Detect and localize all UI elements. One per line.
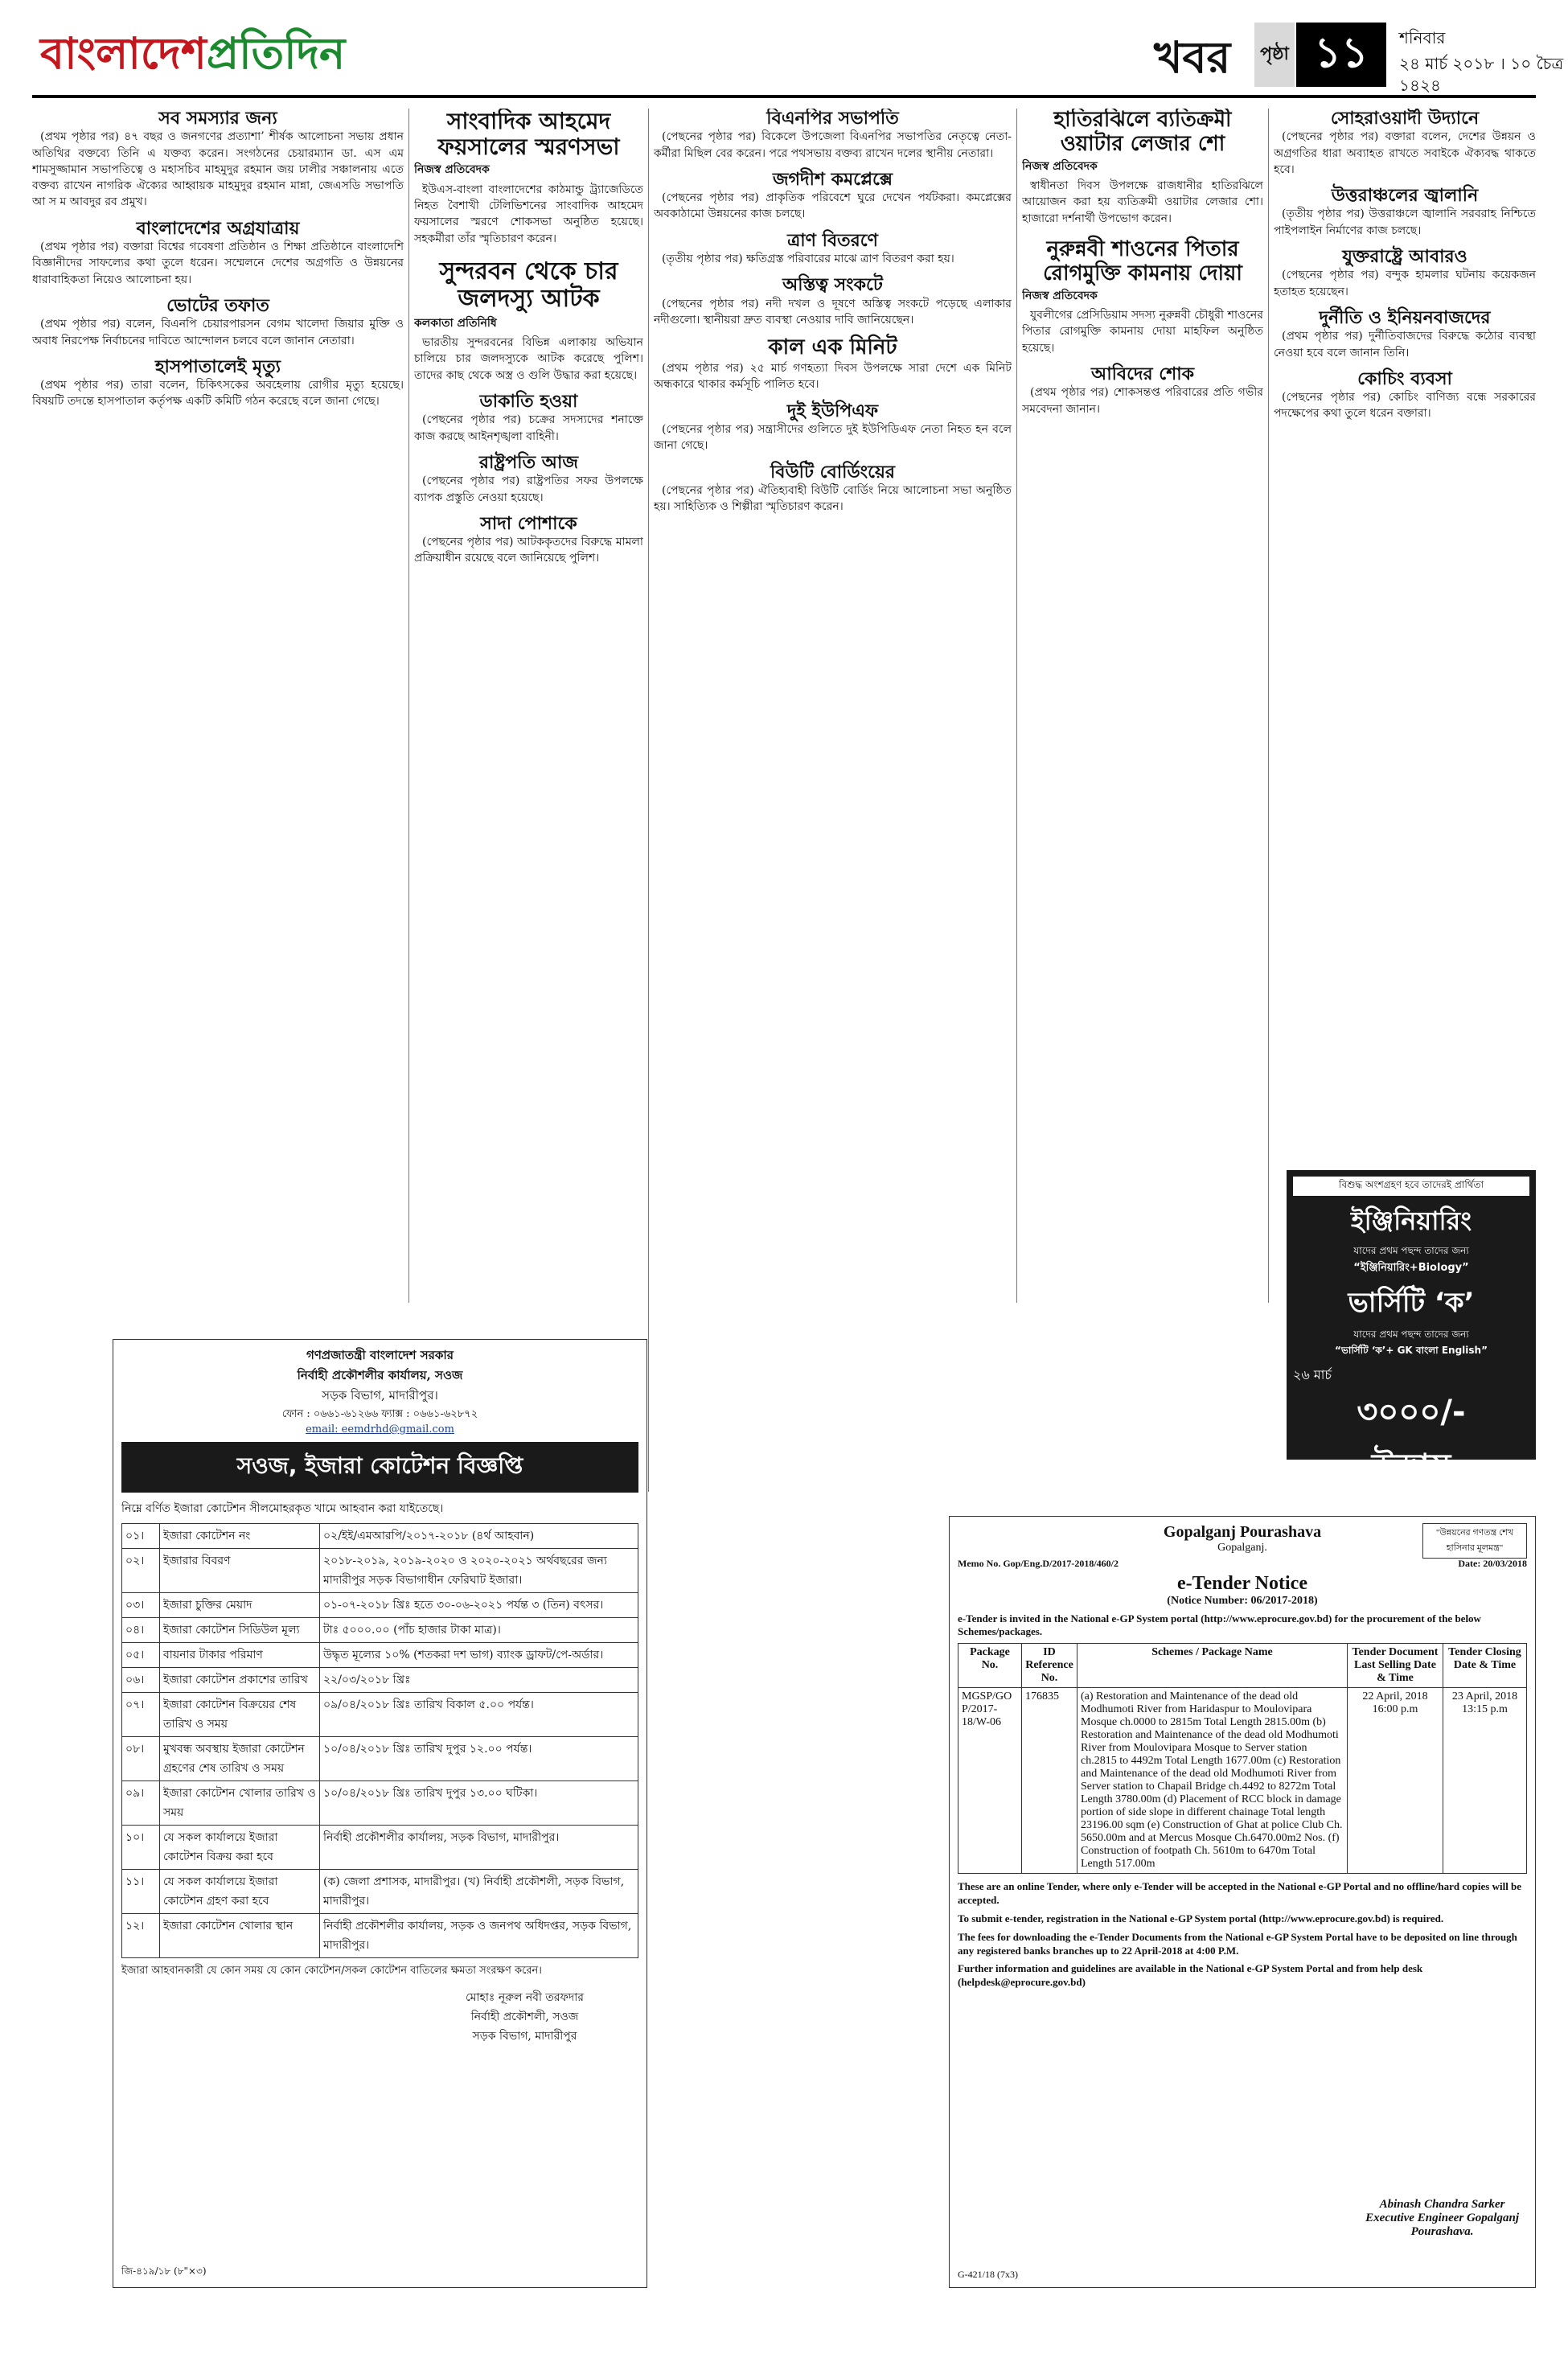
headline: রাষ্ট্রপতি আজ xyxy=(478,452,579,473)
signer-office: Pourashava. xyxy=(1410,2225,1474,2238)
etender-signature xyxy=(1365,2198,1519,2239)
row-number: ০৫। xyxy=(122,1643,160,1668)
etender-table xyxy=(958,1643,1527,1874)
headline: কোচিং ব্যবসা xyxy=(1357,368,1452,389)
signer-title: Executive Engineer Gopalganj xyxy=(1365,2212,1519,2224)
closing-date: 23 April, 2018 13:15 p.m xyxy=(1443,1688,1527,1874)
ad-text: “ইঞ্জিনিয়ারিং+Biology” xyxy=(1353,1262,1469,1274)
tender-intro: নিম্নে বর্ণিত ইজারা কোটেশন সীলমোহরকৃত খামে আহবান করা যাইতেছে। xyxy=(121,1502,444,1515)
row-value: নির্বাহী প্রকৌশলীর কার্যালয়, সড়ক বিভাগ, মাদারীপুর। xyxy=(320,1826,638,1870)
tender-row xyxy=(122,1549,638,1593)
etender-header-cell: ID Reference No. xyxy=(1022,1644,1077,1688)
etender-note: Further information and guidelines are available in the National e-GP System Portal and from help desk (helpdesk@eprocure.gov.bd) xyxy=(958,1962,1423,1989)
newspaper-logo: বাংলাদেশপ্রতিদিন xyxy=(40,28,346,79)
ad-text: যাদের প্রথম পছন্দ তাদের জন্য xyxy=(1353,1245,1469,1256)
ad-brand: উদ্ভাস xyxy=(1371,1448,1451,1485)
article-text: (পেছনের পৃষ্ঠার পর) চক্রের সদস্যদের শনাক্তে কাজ করছে আইনশৃঙ্খলা বাহিনী। xyxy=(414,413,643,443)
etender-notice xyxy=(949,1516,1536,2288)
article-text: যুবলীগের প্রেসিডিয়াম সদস্য নুরুন্নবী চৌধুরী শাওনের পিতার রোগমুক্তি কামনায় দোয়া মাহফিল অনুষ্ঠিত হয়েছে। xyxy=(1022,309,1263,355)
row-label: যে সকল কার্যালয়ে ইজারা কোটেশন গ্রহণ করা হবে xyxy=(160,1870,320,1914)
etender-date: Date: 20/03/2018 xyxy=(1458,1558,1527,1569)
tender-division: সড়ক বিভাগ, মাদারীপুর। xyxy=(322,1388,438,1403)
row-value: ২০১৮-২০১৯, ২০১৯-২০২০ ও ২০২০-২০২১ অর্থবছরের জন্য মাদারীপুর সড়ক বিভাগাধীন ফেরিঘাট ইজারা। xyxy=(320,1549,638,1593)
ad-engineering: ইঞ্জিনিয়ারিং xyxy=(1350,1205,1472,1236)
etender-number: (Notice Number: 06/2017-2018) xyxy=(1167,1595,1318,1607)
row-label: ইজারা কোটেশন সিডিউল মূল্য xyxy=(160,1618,320,1643)
column-divider xyxy=(1268,109,1269,1303)
ad-top-line: বিশুদ্ধ অংশগ্রহণ হবে তাদেরই প্রার্থিতা xyxy=(1293,1177,1529,1196)
row-number: ০৩। xyxy=(122,1593,160,1618)
etender-sub: Gopalganj. xyxy=(1217,1542,1267,1554)
row-number: ১২। xyxy=(122,1914,160,1958)
tender-email[interactable]: email: eemdrhd@gmail.com xyxy=(306,1423,454,1435)
ad-date: ২৬ মার্চ xyxy=(1293,1367,1332,1382)
signer-name: মোহাঃ নূরুল নবী তরফদার xyxy=(466,1991,584,2004)
tender-row xyxy=(122,1618,638,1643)
tender-row xyxy=(122,1693,638,1737)
tender-row xyxy=(122,1737,638,1781)
article-text: (পেছনের পৃষ্ঠার পর) সন্ত্রাসীদের গুলিতে দুই ইউপিডিএফ নেতা নিহত হন বলে জানা গেছে। xyxy=(654,423,1012,453)
row-value: টাঃ ৫০০০.০০ (পাঁচ হাজার টাকা মাত্র)। xyxy=(320,1618,638,1643)
column-5 xyxy=(1274,109,1536,1154)
etender-note: These are an online Tender, where only e-Tender will be accepted in the National e-GP Portal and no offline/hard copies will be accepted. xyxy=(958,1880,1522,1906)
page-label: পৃষ্ঠা xyxy=(1254,23,1295,87)
row-number: ০৪। xyxy=(122,1618,160,1643)
headline: বিউটি বোর্ডিংয়ের xyxy=(770,462,896,483)
article-text: (প্রথম পৃষ্ঠার পর) শোকসন্তপ্ত পরিবারের প্রতি গভীর সমবেদনা জানান। xyxy=(1022,386,1263,416)
row-value: ০১-০৭-২০১৮ খ্রিঃ হতে ৩০-০৬-২০২১ পর্যন্ত ৩ (তিন) বৎসর। xyxy=(320,1593,638,1618)
tender-row xyxy=(122,1914,638,1958)
row-number: ০৭। xyxy=(122,1693,160,1737)
article-text: ইউএস-বাংলা বাংলাদেশের কাঠমান্ডু ট্র্যাজেডিতে নিহত বৈশাখী টেলিভিশনের সাংবাদিক আহমেদ ফয়সালের স্মরণে শোকসভা অনুষ্ঠিত হয়েছে। সহকর্মীরা তাঁর স্মৃতিচারণ করেন। xyxy=(414,183,643,245)
headline: দুর্নীতি ও ইনিয়নবাজদের xyxy=(1319,307,1491,328)
byline: নিজস্ব প্রতিবেদক xyxy=(414,163,490,177)
row-number: ১০। xyxy=(122,1826,160,1870)
article-text: (পেছনের পৃষ্ঠার পর) বিকেলে উপজেলা বিএনপির সভাপতির নেতৃত্বে নেতা-কর্মীরা মিছিল বের করেন। পরে পথসভায় বক্তব্য রাখেন দলের স্থানীয় নেতারা। xyxy=(654,130,1012,160)
headline: জগদীশ কমপ্লেক্সে xyxy=(772,169,893,190)
etender-header-cell: Tender Closing Date & Time xyxy=(1443,1644,1527,1688)
article-text: (প্রথম পৃষ্ঠার পর) বলেন, বিএনপি চেয়ারপারসন বেগম খালেদা জিয়ার মুক্তি ও অবাধ নিরপেক্ষ নির্বাচনের দাবিতে আন্দোলন চলবে বলে জানান নেতারা। xyxy=(32,318,404,347)
column-1 xyxy=(32,109,404,1303)
ad-text: যাদের প্রথম পছন্দ তাদের জন্য xyxy=(1353,1329,1469,1340)
headline: ডাকাতি হওয়া xyxy=(479,392,578,413)
row-value: উদ্ধৃত মূল্যের ১০% (শতকরা দশ ভাগ) ব্যাংক ড্রাফট/পে-অর্ডার। xyxy=(320,1643,638,1668)
column-divider xyxy=(1016,109,1017,1303)
column-2 xyxy=(414,109,643,1303)
package-no: MGSP/GO P/2017-18/W-06 xyxy=(958,1688,1022,1874)
signer-title: নির্বাহী প্রকৌশলী, সওজ xyxy=(470,2011,579,2023)
page-number: ১১ xyxy=(1296,23,1386,87)
column-divider xyxy=(408,109,409,1303)
tender-org: গণপ্রজাতন্ত্রী বাংলাদেশ সরকার xyxy=(306,1348,454,1362)
tender-row xyxy=(122,1593,638,1618)
row-value: নির্বাহী প্রকৌশলীর কার্যালয়, সড়ক ও জনপথ অধিদপ্তর, সড়ক বিভাগ, মাদারীপুর। xyxy=(320,1914,638,1958)
article-text: (প্রথম পৃষ্ঠার পর) ২৫ মার্চ গণহত্যা দিবস উপলক্ষে সারা দেশে এক মিনিট অন্ধকারে থাকার কর্মসূচি পালিত হবে। xyxy=(654,362,1012,392)
row-number: ০২। xyxy=(122,1549,160,1593)
article-text: (পেছনের পৃষ্ঠার পর) নদী দখল ও দূষণে অস্তিত্ব সংকটে পড়েছে এলাকার নদীগুলো। স্থানীয়রা দ্রুত ব্যবস্থা নেওয়ার দাবি জানিয়েছেন। xyxy=(654,297,1012,327)
tender-row xyxy=(122,1781,638,1826)
tender-row xyxy=(122,1826,638,1870)
headline: ভোটের তফাত xyxy=(166,295,269,316)
dateline: ২৪ মার্চ ২০১৮ । ১০ চৈত্র ১৪২৪ xyxy=(1399,54,1564,95)
article-text: (পেছনের পৃষ্ঠার পর) বন্দুক হামলার ঘটনায় কয়েকজন হতাহত হয়েছেন। xyxy=(1274,269,1536,298)
etender-title: e-Tender Notice xyxy=(1177,1573,1307,1594)
etender-header-cell: Package No. xyxy=(958,1644,1022,1688)
etender-memo: Memo No. Gop/Eng.D/2017-2018/460/2 xyxy=(958,1558,1119,1569)
tender-signature xyxy=(411,1988,638,2046)
column-4 xyxy=(1022,109,1263,1303)
article-text: (প্রথম পৃষ্ঠার পর) বক্তারা বিশ্বের গবেষণা প্রতিষ্ঠান ও শিক্ষা প্রতিষ্ঠানে বাংলাদেশি বিজ্ঞানীদের সাফল্যের কথা তুলে ধরেন। সম্মেলনে দেশের অগ্রগতি ও উন্নয়নের ধারাবাহিকতা নিয়েও আলোচনা হয়। xyxy=(32,240,404,286)
byline: নিজস্ব প্রতিবেদক xyxy=(1022,159,1098,173)
row-value: ১০/০৪/২০১৮ খ্রিঃ তারিখ দুপুর ১৩.০০ ঘটিকা। xyxy=(320,1781,638,1826)
row-number: ০১। xyxy=(122,1524,160,1549)
tender-footer: ইজারা আহবানকারী যে কোন সময় যে কোন কোটেশন/সকল কোটেশন বাতিলের ক্ষমতা সংরক্ষণ করেন। xyxy=(121,1965,542,1977)
headline: সুন্দরবন থেকে চার জলদস্যু আটক xyxy=(439,257,618,314)
row-value: (ক) জেলা প্রশাসক, মাদারীপুর। (খ) নির্বাহী প্রকৌশলী, সড়ক বিভাগ, মাদারীপুর। xyxy=(320,1870,638,1914)
row-label: ইজারা কোটেশন বিক্রয়ের শেষ তারিখ ও সময় xyxy=(160,1693,320,1737)
row-label: ইজারা চুক্তির মেয়াদ xyxy=(160,1593,320,1618)
tender-header xyxy=(121,1346,638,1435)
section-title: খবর xyxy=(1154,32,1231,83)
article-text: (পেছনের পৃষ্ঠার পর) ঐতিহ্যবাহী বিউটি বোর্ডিং নিয়ে আলোচনা সভা অনুষ্ঠিত হয়। সাহিত্যিক ও শিল্পীরা স্মৃতিচারণ করেন। xyxy=(654,483,1012,514)
article-text: (পেছনের পৃষ্ঠার পর) প্রাকৃতিক পরিবেশে ঘুরে দেখেন পর্যটকরা। কমপ্লেক্সের অবকাঠামো উন্নয়নের কাজ চলছে। xyxy=(654,191,1012,221)
headline: সাংবাদিক আহমেদ ফয়সালের স্মরণসভা xyxy=(437,109,620,161)
article-text: ভারতীয় সুন্দরবনের বিভিন্ন এলাকায় অভিযান চালিয়ে চার জলদস্যুকে আটক করেছে পুলিশ। তাদের কাছ থেকে অস্ত্র ও গুলি উদ্ধার করা হয়েছে। xyxy=(414,336,643,382)
tender-phone: ফোন : ০৬৬১-৬১২৬৬ ফ্যাক্স : ০৬৬১-৬২৮৭২ xyxy=(281,1408,478,1420)
headline: বাংলাদেশের অগ্রযাত্রায় xyxy=(136,218,300,239)
masthead-rule xyxy=(32,95,1536,98)
headline: যুক্তরাষ্ট্রে আবারও xyxy=(1342,247,1467,268)
headline: দুই ইউপিএফ xyxy=(786,400,879,421)
ad-phone: ০১৭১৩২৩৬৭৭০, ০১৭১৩২৩৬৭৮০ xyxy=(1332,1499,1490,1511)
article-text: স্বাধীনতা দিবস উপলক্ষে রাজধানীর হাতিরঝিলে আয়োজন করা হয় ব্যতিক্রমী ওয়াটার লেজার শো। হাজারো দর্শনার্থী উপভোগ করেন। xyxy=(1022,179,1263,225)
headline: নুরুন্নবী শাওনের পিতার রোগমুক্তি কামনায় দোয়া xyxy=(1043,236,1242,285)
etender-slogan: "উন্নয়নের গণতন্ত্র শেখ হাসিনার মূলমন্ত্র" xyxy=(1422,1523,1527,1559)
row-label: ইজারা কোটেশন নং xyxy=(160,1524,320,1549)
article-text: (প্রথম পৃষ্ঠার পর) দুর্নীতিবাজদের বিরুদ্ধে কঠোর ব্যবস্থা নেওয়া হবে বলে জানান তিনি। xyxy=(1274,330,1536,359)
row-label: বায়নার টাকার পরিমাণ xyxy=(160,1643,320,1668)
tender-row xyxy=(122,1524,638,1549)
ad-varsity: ভার্সিটি ‘ক’ xyxy=(1348,1287,1475,1319)
headline: সব সমস্যার জন্য xyxy=(158,109,277,129)
row-value: ১০/০৪/২০১৮ খ্রিঃ তারিখ দুপুর ১২.০০ পর্যন্ত। xyxy=(320,1737,638,1781)
headline: সোহরাওয়ার্দী উদ্যানে xyxy=(1330,109,1480,129)
column-divider xyxy=(648,109,649,1492)
row-value: ০৯/০৪/২০১৮ খ্রিঃ তারিখ বিকাল ৫.০০ পর্যন্ত। xyxy=(320,1693,638,1737)
row-number: ১১। xyxy=(122,1870,160,1914)
tender-title: সওজ, ইজারা কোটেশন বিজ্ঞপ্তি xyxy=(121,1442,638,1493)
row-label: ইজারা কোটেশন খোলার স্থান xyxy=(160,1914,320,1958)
article-text: (পেছনের পৃষ্ঠার পর) আটককৃতদের বিরুদ্ধে মামলা প্রক্রিয়াধীন রয়েছে বলে জানিয়েছে পুলিশ। xyxy=(414,536,643,565)
tender-notice-bn xyxy=(113,1339,647,2288)
row-number: ০৯। xyxy=(122,1781,160,1826)
tender-row xyxy=(122,1643,638,1668)
headline: সাদা পোশাকে xyxy=(480,513,577,534)
tender-row xyxy=(122,1668,638,1693)
etender-note: To submit e-tender, registration in the National e-GP System portal (http://www.eprocure.gov.bd) is required. xyxy=(958,1912,1444,1924)
article-text: (প্রথম পৃষ্ঠার পর) ৪৭ বছর ও জনগণের প্রত্যাশা’ শীর্ষক আলোচনা সভায় প্রধান অতিথির বক্তব্যে তিনি এ যক্তব্য করেন। সংগঠনের চেয়ারম্যান ডা. এস এম শামসুজ্জামান সভাপতিত্বে ও মহাসচিব মাহমুদুর রহমান জয় ঢালীর সঞ্চালনায় এতে বক্তব্য রাখেন নাগরিক ঐক্যের আহ্বায়ক মাহমুদুর রহমান মান্না, জেএসডি সভাপতি আ স ম আবদুর রব প্রমুখ। xyxy=(32,130,404,209)
byline: কলকাতা প্রতিনিধি xyxy=(414,316,497,330)
row-label: ইজারা কোটেশন প্রকাশের তারিখ xyxy=(160,1668,320,1693)
etender-notes xyxy=(958,1880,1527,1990)
tender-ref: জি-৪১৯/১৮ (৮"×৩) xyxy=(121,2265,207,2277)
scheme-name: (a) Restoration and Maintenance of the dead old Modhumoti River from Haridaspur to Moulovipara Mosque ch.0000 to 2815m Total Length 2815.00m (b) Restoration and Maintenance of the dead old Modhumoti River from Moulovipara Mosque to Server station ch.2815 to 4492m Total Length 1677.00m (c) Restoration and Maintenance of the dead old Modhumoti River from Server station to Chapail Bridge ch.4492 to 8272m Total Length 3780.00m (d) Placement of RCC block in damage portion of side slope in different chainage Total length 23196.00 sqm (e) Construction of Ghat at police Club Ch. 5650.00m and at Mercus Mosque Ch.6470.00m2 Nos. (f) Construction of footpath Ch. 5610m to 6470m Total Length 517.00m xyxy=(1077,1688,1348,1874)
signer-name: Abinash Chandra Sarker xyxy=(1379,2198,1505,2211)
etender-row xyxy=(958,1688,1527,1874)
etender-note: The fees for downloading the e-Tender Documents from the National e-GP System Portal have to be deposited on line through any registered banks branches up to 22 April-2018 at 4:00 P.M. xyxy=(958,1930,1517,1957)
row-value: ২২/০৩/২০১৮ খ্রিঃ xyxy=(320,1668,638,1693)
headline: আবিদের শোক xyxy=(1090,363,1195,384)
headline: উত্তরাঞ্চলের জ্বালানি xyxy=(1331,186,1479,207)
headline: অস্তিত্ব সংকটে xyxy=(782,275,883,296)
last-selling-date: 22 April, 2018 16:00 p.m xyxy=(1348,1688,1443,1874)
article-text: (তৃতীয় পৃষ্ঠার পর) ক্ষতিগ্রস্ত পরিবারের মাঝে ত্রাণ বিতরণ করা হয়। xyxy=(662,253,954,266)
tender-table xyxy=(121,1523,638,1958)
udvash-ad[interactable] xyxy=(1287,1170,1536,1511)
etender-org: Gopalganj Pourashava xyxy=(1163,1523,1322,1541)
headline: কাল এক মিনিট xyxy=(768,335,897,360)
column-3 xyxy=(654,109,1012,1492)
etender-memo-row xyxy=(958,1558,1527,1570)
id-reference: 176835 xyxy=(1022,1688,1077,1874)
etender-ref: G-421/18 (7x3) xyxy=(958,2269,1018,2280)
headline: বিএনপির সভাপতি xyxy=(766,109,899,129)
headline: হাসপাতালেই মৃত্যু xyxy=(154,356,281,377)
tender-office: নির্বাহী প্রকৌশলীর কার্যালয়, সওজ xyxy=(297,1368,463,1382)
weekday: শনিবার xyxy=(1399,28,1446,47)
headline: হাতিরঝিলে ব্যতিক্রমী ওয়াটার লেজার শো xyxy=(1053,109,1232,156)
row-label: ইজারা কোটেশন খোলার তারিখ ও সময় xyxy=(160,1781,320,1826)
article-text: (পেছনের পৃষ্ঠার পর) কোচিং বাণিজ্য বন্ধে সরকারের পদক্ষেপের কথা তুলে ধরেন বক্তারা। xyxy=(1274,391,1536,421)
article-text: (প্রথম পৃষ্ঠার পর) তারা বলেন, চিকিৎসকের অবহেলায় রোগীর মৃত্যু হয়েছে। বিষয়টি তদন্তে হাসপাতাল কর্তৃপক্ষ একটি কমিটি গঠন করেছে বলে জানা গেছে। xyxy=(32,379,404,409)
etender-header-cell: Schemes / Package Name xyxy=(1077,1644,1348,1688)
row-label: ইজারার বিবরণ xyxy=(160,1549,320,1593)
etender-header-cell: Tender Document Last Selling Date & Time xyxy=(1348,1644,1443,1688)
article-text: (পেছনের পৃষ্ঠার পর) রাষ্ট্রপতির সফর উপলক্ষে ব্যাপক প্রস্তুতি নেওয়া হয়েছে। xyxy=(414,474,643,504)
ad-price: ৩০০০/- xyxy=(1357,1394,1466,1431)
article-text: (তৃতীয় পৃষ্ঠার পর) উত্তরাঞ্চলে জ্বালানি সরবরাহ নিশ্চিতে পাইপলাইন নির্মাণের কাজ চলছে। xyxy=(1274,207,1536,237)
headline: ত্রাণ বিতরণে xyxy=(787,230,878,251)
byline: নিজস্ব প্রতিবেদক xyxy=(1022,289,1098,302)
row-number: ০৮। xyxy=(122,1737,160,1781)
signer-office: সড়ক বিভাগ, মাদারীপুর xyxy=(472,2030,577,2043)
article-text: (পেছনের পৃষ্ঠার পর) বক্তারা বলেন, দেশের উন্নয়ন ও অগ্রগতির ধারা অব্যাহত রাখতে সবাইকে ঐক্যবদ্ধ থাকতে হবে। xyxy=(1274,130,1536,176)
etender-intro: e-Tender is invited in the National e-GP System portal (http://www.eprocure.gov.bd) for the procurement of the below Schemes/packages. xyxy=(958,1612,1481,1637)
row-value: ০২/ইই/এমআরপি/২০১৭-২০১৮ (৪র্থ আহবান) xyxy=(320,1524,638,1549)
row-number: ০৬। xyxy=(122,1668,160,1693)
ad-text: “ভার্সিটি ‘ক’+ GK বাংলা English” xyxy=(1335,1345,1488,1356)
row-label: মুখবন্ধ অবস্থায় ইজারা কোটেশন গ্রহণের শেষ তারিখ ও সময় xyxy=(160,1737,320,1781)
row-label: যে সকল কার্যালয়ে ইজারা কোটেশন বিক্রয় করা হবে xyxy=(160,1826,320,1870)
tender-row xyxy=(122,1870,638,1914)
